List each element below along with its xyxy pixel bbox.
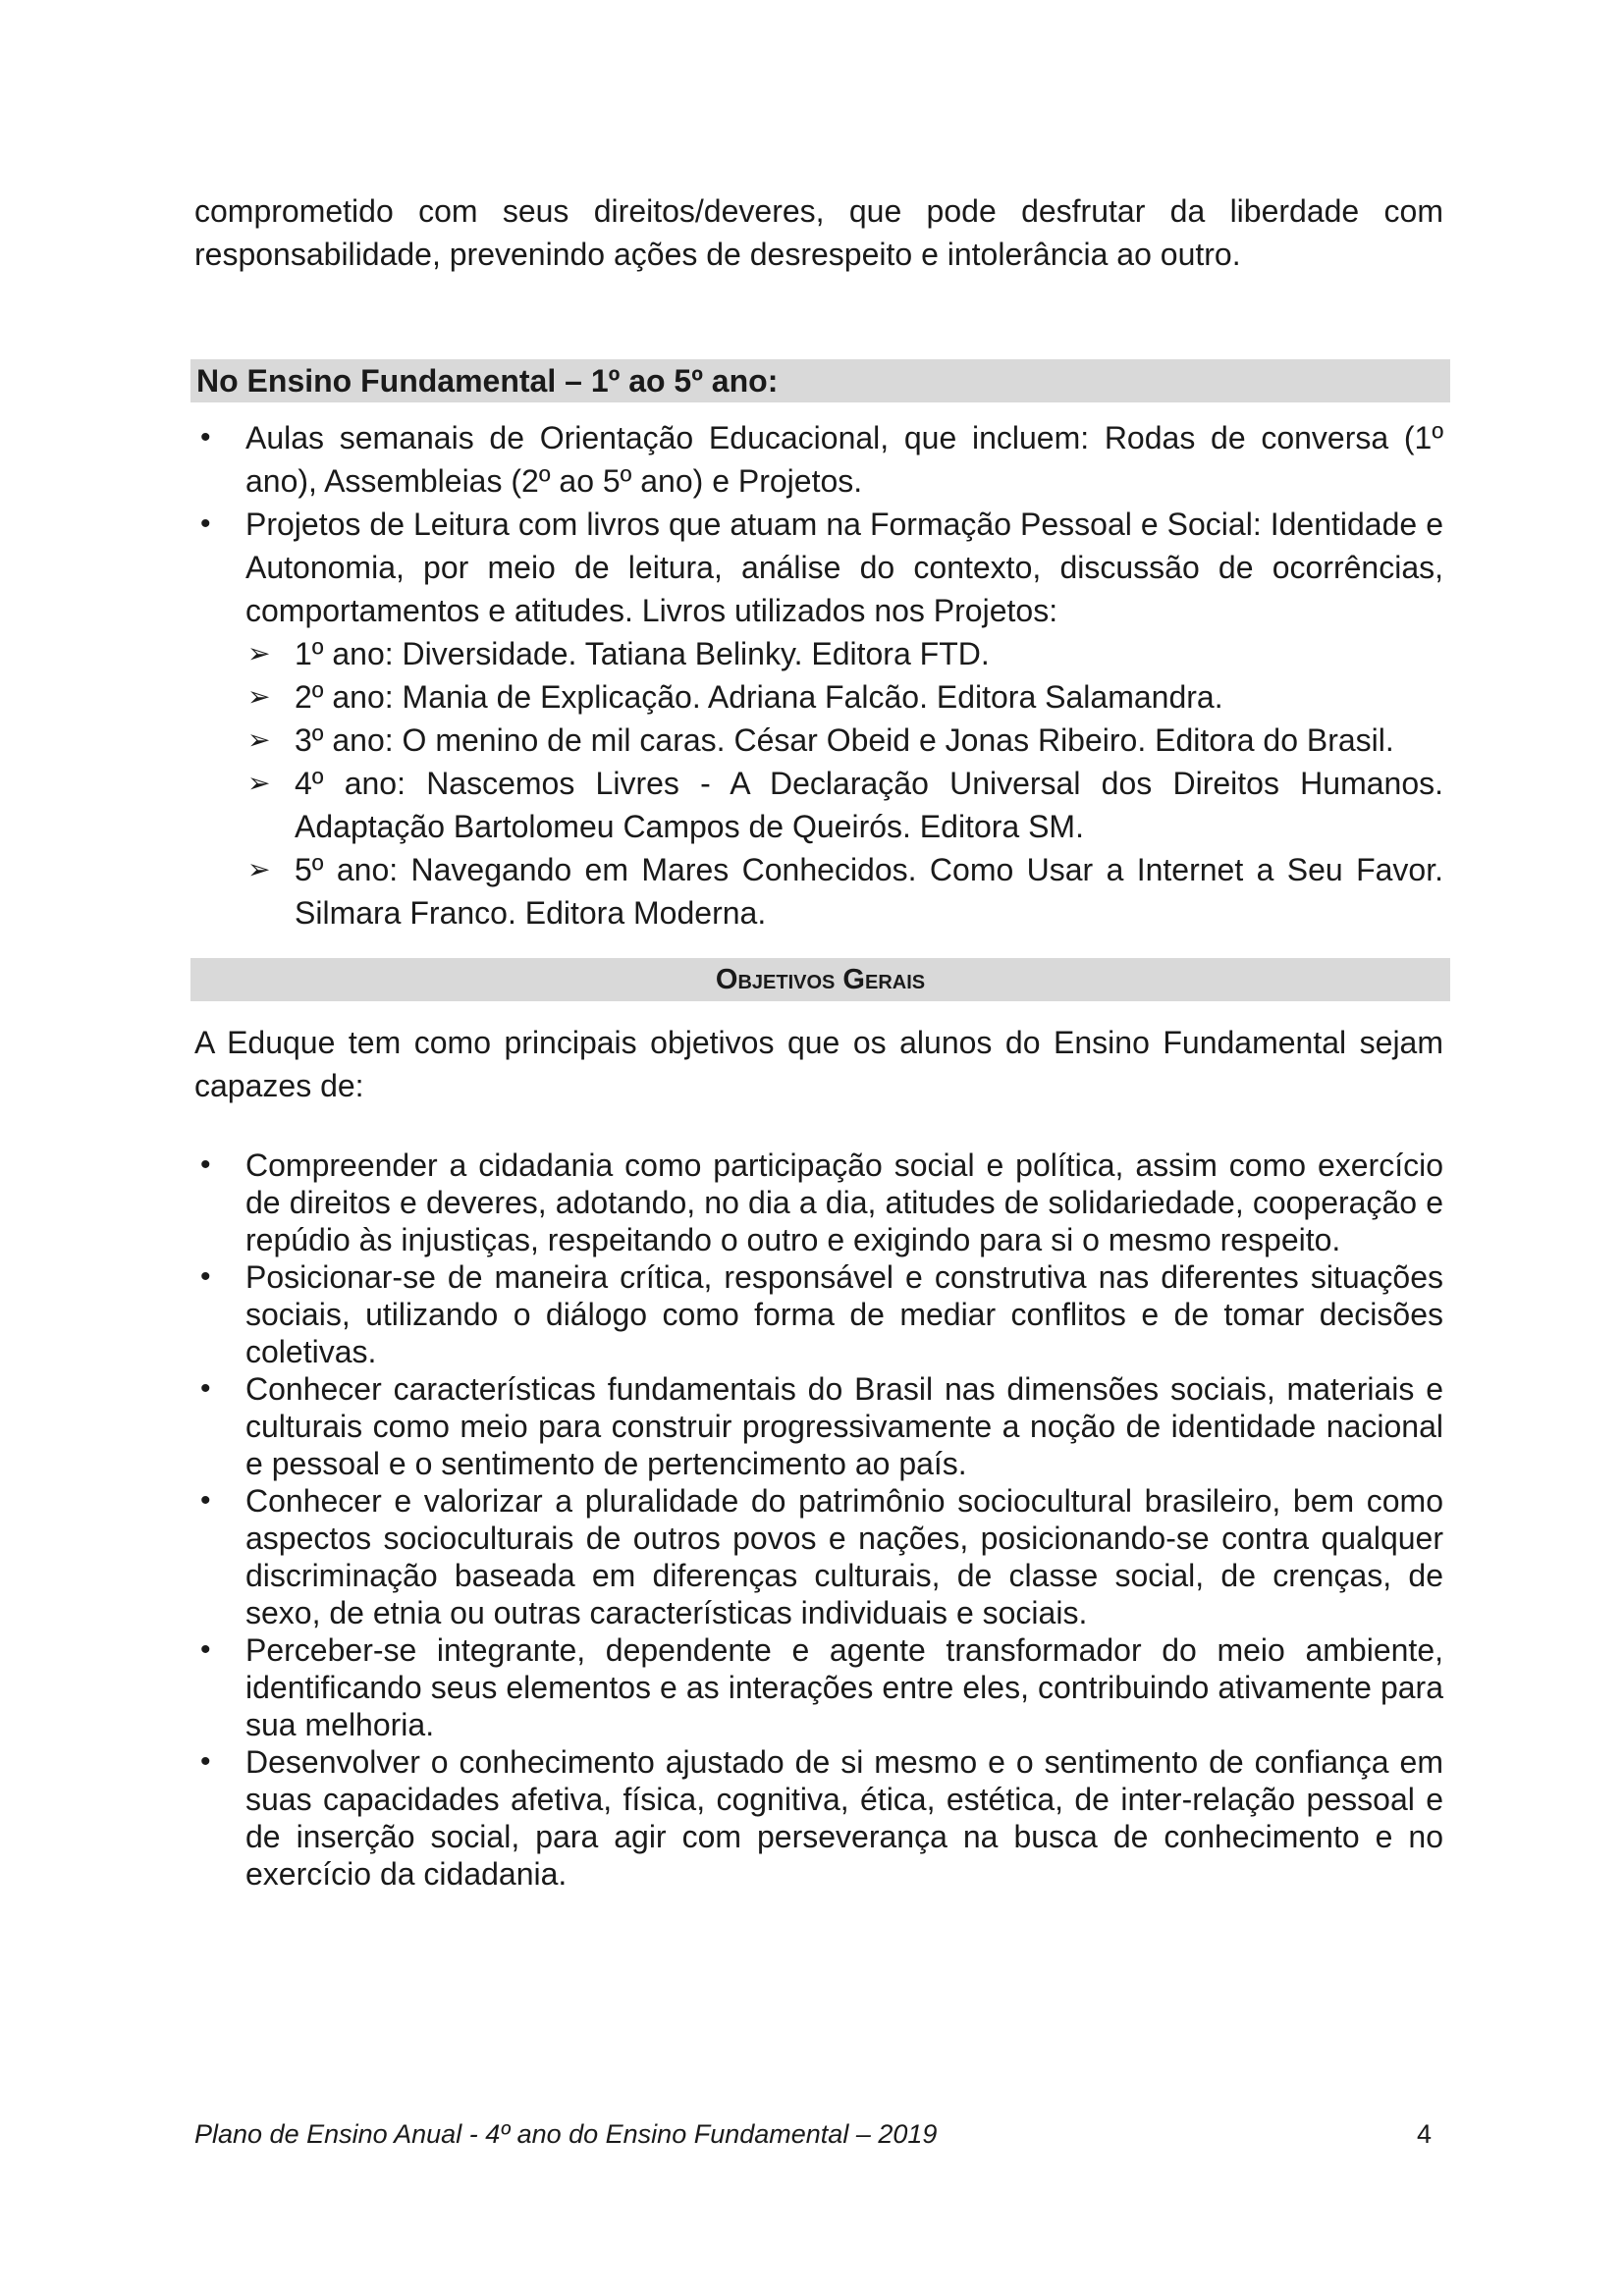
list-item-text: Posicionar-se de maneira crítica, responsável e construtiva nas diferentes situações sociais, utilizando o diálogo como forma de mediar conflitos e de tomar decisões coletivas. [245,1259,1443,1369]
list-item-text: Projetos de Leitura com livros que atuam na Formação Pessoal e Social: Identidade e Autonomia, por meio de leitura, análise do contexto, discussão de ocorrências, comportamentos e atitudes. Livros utilizados nos Projetos: [245,507,1443,628]
list-item [194,416,1443,503]
list-item-text: Conhecer características fundamentais do Brasil nas dimensões sociais, materiais e culturais como meio para construir progressivamente a noção de identidade nacional e pessoal e o sentimento de pertencimento ao país. [245,1371,1443,1481]
bullet-icon: • [200,1148,211,1181]
list-item-text: Desenvolver o conhecimento ajustado de si mesmo e o sentimento de confiança em suas capacidades afetiva, física, cognitiva, ética, estética, de inter-relação pessoal e de inserção social, para agir com perseverança na busca de conhecimento e no exercício da cidadania. [245,1744,1443,1892]
list-item [194,1631,1443,1743]
arrow-bullet-icon: ➢ [247,638,271,668]
books-list [245,632,1443,934]
objectives-bullet-list [194,1147,1443,1893]
section-heading-ensino-fundamental: No Ensino Fundamental – 1º ao 5º ano: [190,359,1450,402]
list-item-text: Perceber-se integrante, dependente e agente transformador do meio ambiente, identificando seus elementos e as interações entre eles, contribuindo ativamente para sua melhoria. [245,1632,1443,1742]
book-item [245,632,1443,675]
list-item [194,1482,1443,1631]
list-item-text: Conhecer e valorizar a pluralidade do patrimônio sociocultural brasileiro, bem como aspectos socioculturais de outros povos e nações, posicionando-se contra qualquer discriminação baseada em diferenças culturais, de classe social, de crenças, de sexo, de etnia ou outras características individuais e sociais. [245,1483,1443,1630]
list-item [194,1743,1443,1893]
book-item-text: 4º ano: Nascemos Livres - A Declaração Universal dos Direitos Humanos. Adaptação Bartolomeu Campos de Queirós. Editora SM. [295,766,1443,844]
bullet-icon: • [200,507,211,540]
arrow-bullet-icon: ➢ [247,854,271,884]
book-item-text: 1º ano: Diversidade. Tatiana Belinky. Editora FTD. [295,636,990,671]
arrow-bullet-icon: ➢ [247,681,271,712]
bullet-icon: • [200,1633,211,1666]
list-item-text: Compreender a cidadania como participação social e política, assim como exercício de direitos e deveres, adotando, no dia a dia, atitudes de solidariedade, cooperação e repúdio às injustiças, respeitando o outro e exigindo para si o mesmo respeito. [245,1148,1443,1257]
list-item [194,1258,1443,1370]
page-content [194,189,1443,1893]
book-item [245,762,1443,848]
section1-bullet-list [194,416,1443,934]
bullet-icon: • [200,1260,211,1293]
bullet-icon: • [200,1372,211,1405]
objectives-intro: A Eduque tem como principais objetivos que os alunos do Ensino Fundamental sejam capazes de: [194,1025,1443,1103]
book-item-text: 2º ano: Mania de Explicação. Adriana Falcão. Editora Salamandra. [295,679,1223,715]
list-item [194,503,1443,934]
book-item-text: 3º ano: O menino de mil caras. César Obeid e Jonas Ribeiro. Editora do Brasil. [295,722,1394,758]
book-item [245,675,1443,719]
bullet-icon: • [200,421,211,454]
book-item [245,848,1443,934]
book-item-text: 5º ano: Navegando em Mares Conhecidos. Como Usar a Internet a Seu Favor. Silmara Franco. Editora Moderna. [295,852,1443,931]
bullet-icon: • [200,1484,211,1517]
page-number: 4 [1416,2119,1432,2149]
list-item [194,1147,1443,1258]
book-item [245,719,1443,762]
intro-paragraph: comprometido com seus direitos/deveres, que pode desfrutar da liberdade com responsabilidade, prevenindo ações de desrespeito e intolerância ao outro. [194,193,1443,272]
arrow-bullet-icon: ➢ [247,724,271,755]
bullet-icon: • [200,1745,211,1778]
arrow-bullet-icon: ➢ [247,768,271,798]
list-item-text: Aulas semanais de Orientação Educacional, que incluem: Rodas de conversa (1º ano), Assembleias (2º ao 5º ano) e Projetos. [245,420,1443,499]
page-footer [194,2116,1443,2152]
list-item [194,1370,1443,1482]
section-heading-objetivos-gerais: Objetivos Gerais [190,958,1450,1001]
footer-text: Plano de Ensino Anual - 4º ano do Ensino Fundamental – 2019 [194,2119,938,2149]
